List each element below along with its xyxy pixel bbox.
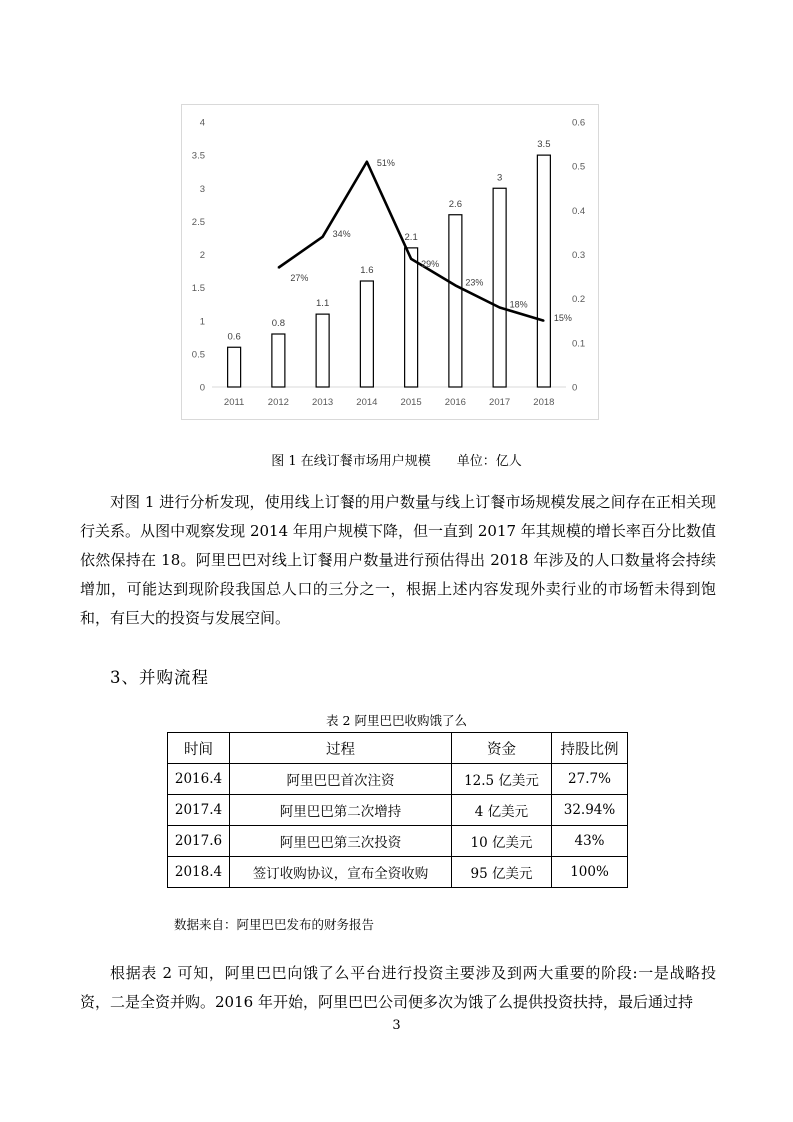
table-row bbox=[168, 764, 628, 795]
table-cell: 32.94% bbox=[552, 795, 628, 826]
table-cell: 阿里巴巴第二次增持 bbox=[230, 795, 452, 826]
left-axis-tick-label: 3.5 bbox=[191, 150, 205, 162]
bar bbox=[449, 215, 462, 387]
right-axis-tick-label: 0.1 bbox=[572, 338, 586, 350]
line-point bbox=[410, 258, 412, 260]
line-point bbox=[543, 320, 545, 322]
left-axis-tick-label: 3 bbox=[199, 183, 205, 195]
bar-data-label: 3 bbox=[496, 172, 503, 184]
table-cell: 12.5 亿美元 bbox=[452, 764, 552, 795]
x-axis-tick-label: 2015 bbox=[400, 397, 422, 408]
bar-data-label: 0.8 bbox=[271, 318, 285, 329]
line-point bbox=[455, 285, 457, 287]
table-row bbox=[168, 826, 628, 857]
bar bbox=[228, 347, 241, 387]
table-header-cell: 持股比例 bbox=[552, 733, 628, 764]
user-scale-chart bbox=[182, 105, 598, 419]
left-axis-tick-label: 2.5 bbox=[191, 216, 205, 228]
table-caption: 表 2 阿里巴巴收购饿了么 bbox=[326, 713, 467, 728]
x-axis-tick-label: 2014 bbox=[356, 397, 378, 408]
table-cell: 2018.4 bbox=[168, 857, 230, 888]
section-heading: 3、并购流程 bbox=[110, 668, 209, 687]
left-axis-tick-label: 0 bbox=[199, 382, 205, 394]
x-axis-tick-label: 2011 bbox=[223, 397, 245, 408]
figure-caption-text: 图 1 在线订餐市场用户规模 bbox=[271, 454, 431, 469]
chart-frame bbox=[181, 104, 599, 420]
acquisition-table bbox=[167, 732, 628, 888]
line-point bbox=[499, 307, 501, 309]
left-axis-tick-label: 2 bbox=[199, 250, 205, 261]
table-header-cell: 资金 bbox=[452, 733, 552, 764]
table-cell: 4 亿美元 bbox=[452, 795, 552, 826]
line-data-label: 51% bbox=[376, 157, 395, 168]
left-axis-tick-label: 0.5 bbox=[191, 349, 205, 361]
right-axis-tick-label: 0.3 bbox=[572, 250, 586, 261]
right-axis-tick-label: 0.2 bbox=[572, 294, 586, 306]
x-axis-tick-label: 2013 bbox=[312, 397, 334, 408]
left-axis-tick-label: 1.5 bbox=[191, 283, 205, 295]
line-data-label: 34% bbox=[332, 228, 351, 239]
table-cell: 2017.4 bbox=[168, 795, 230, 826]
line-data-label: 27% bbox=[290, 272, 309, 283]
table-header-cell: 过程 bbox=[230, 733, 452, 764]
right-axis-tick-label: 0.5 bbox=[572, 161, 586, 173]
bar bbox=[316, 314, 329, 387]
figure-caption bbox=[0, 450, 793, 469]
x-axis-tick-label: 2012 bbox=[267, 397, 289, 408]
bar-data-label: 1.1 bbox=[316, 298, 330, 310]
page-number: 3 bbox=[392, 1018, 401, 1033]
source-note: 数据来自：阿里巴巴发布的财务报告 bbox=[174, 917, 375, 932]
bar-data-label: 2.1 bbox=[404, 231, 418, 243]
bar-data-label: 1.6 bbox=[360, 265, 374, 276]
table-row bbox=[168, 857, 628, 888]
bar-data-label: 0.6 bbox=[227, 331, 241, 343]
table-header-row bbox=[168, 733, 628, 764]
table-cell: 阿里巴巴第三次投资 bbox=[230, 826, 452, 857]
table-row bbox=[168, 795, 628, 826]
x-axis-tick-label: 2016 bbox=[444, 397, 466, 408]
table-cell: 2016.4 bbox=[168, 764, 230, 795]
bar bbox=[272, 334, 285, 387]
bar bbox=[360, 281, 373, 387]
line-point bbox=[322, 236, 324, 238]
table-cell: 43% bbox=[552, 826, 628, 857]
line-data-label: 29% bbox=[421, 258, 440, 269]
paragraph-analysis: 对图 1 进行分析发现，使用线上订餐的用户数量与线上订餐市场规模发展之间存在正相关现行关系。从图中观察发现 2014 年用户规模下降，但一直到 2017 年其规模的增长率百分比数值依然保持在 18。阿里巴巴对线上订餐用户数量进行预估得出 2018 年涉及的人口数量将会持续增加，可能达到现阶段我国总人口的三分之一，根据上述内容发现外卖行业的市场暂未得到饱和，有巨大的投资与发展空间。 bbox=[80, 493, 716, 627]
line-point bbox=[366, 161, 368, 163]
bar bbox=[537, 155, 550, 387]
table-cell: 95 亿美元 bbox=[452, 857, 552, 888]
line-data-label: 23% bbox=[465, 277, 484, 288]
right-axis-tick-label: 0 bbox=[572, 382, 578, 394]
bar bbox=[405, 248, 418, 387]
table-cell: 27.7% bbox=[552, 764, 628, 795]
line-point bbox=[278, 267, 280, 269]
table-cell: 签订收购协议，宣布全资收购 bbox=[230, 857, 452, 888]
line-data-label: 18% bbox=[509, 299, 528, 310]
bar-data-label: 2.6 bbox=[448, 198, 462, 210]
table-cell: 10 亿美元 bbox=[452, 826, 552, 857]
table-cell: 阿里巴巴首次注资 bbox=[230, 764, 452, 795]
right-axis-tick-label: 0.4 bbox=[572, 205, 586, 217]
paragraph-investment: 根据表 2 可知，阿里巴巴向饿了么平台进行投资主要涉及到两大重要的阶段:一是战略投资，二是全资并购。2016 年开始，阿里巴巴公司便多次为饿了么提供投资扶持，最后通过持 bbox=[80, 964, 716, 1011]
table-header-cell: 时间 bbox=[168, 733, 230, 764]
x-axis-tick-label: 2017 bbox=[489, 397, 511, 408]
right-axis-tick-label: 0.6 bbox=[572, 117, 586, 129]
figure-unit: 单位：亿人 bbox=[456, 454, 522, 469]
bar-data-label: 3.5 bbox=[537, 139, 551, 151]
table-cell: 2017.6 bbox=[168, 826, 230, 857]
table-cell: 100% bbox=[552, 857, 628, 888]
x-axis-tick-label: 2018 bbox=[533, 397, 555, 408]
left-axis-tick-label: 4 bbox=[199, 117, 205, 129]
left-axis-tick-label: 1 bbox=[199, 316, 205, 328]
bar bbox=[493, 188, 506, 387]
line-data-label: 15% bbox=[553, 312, 572, 323]
